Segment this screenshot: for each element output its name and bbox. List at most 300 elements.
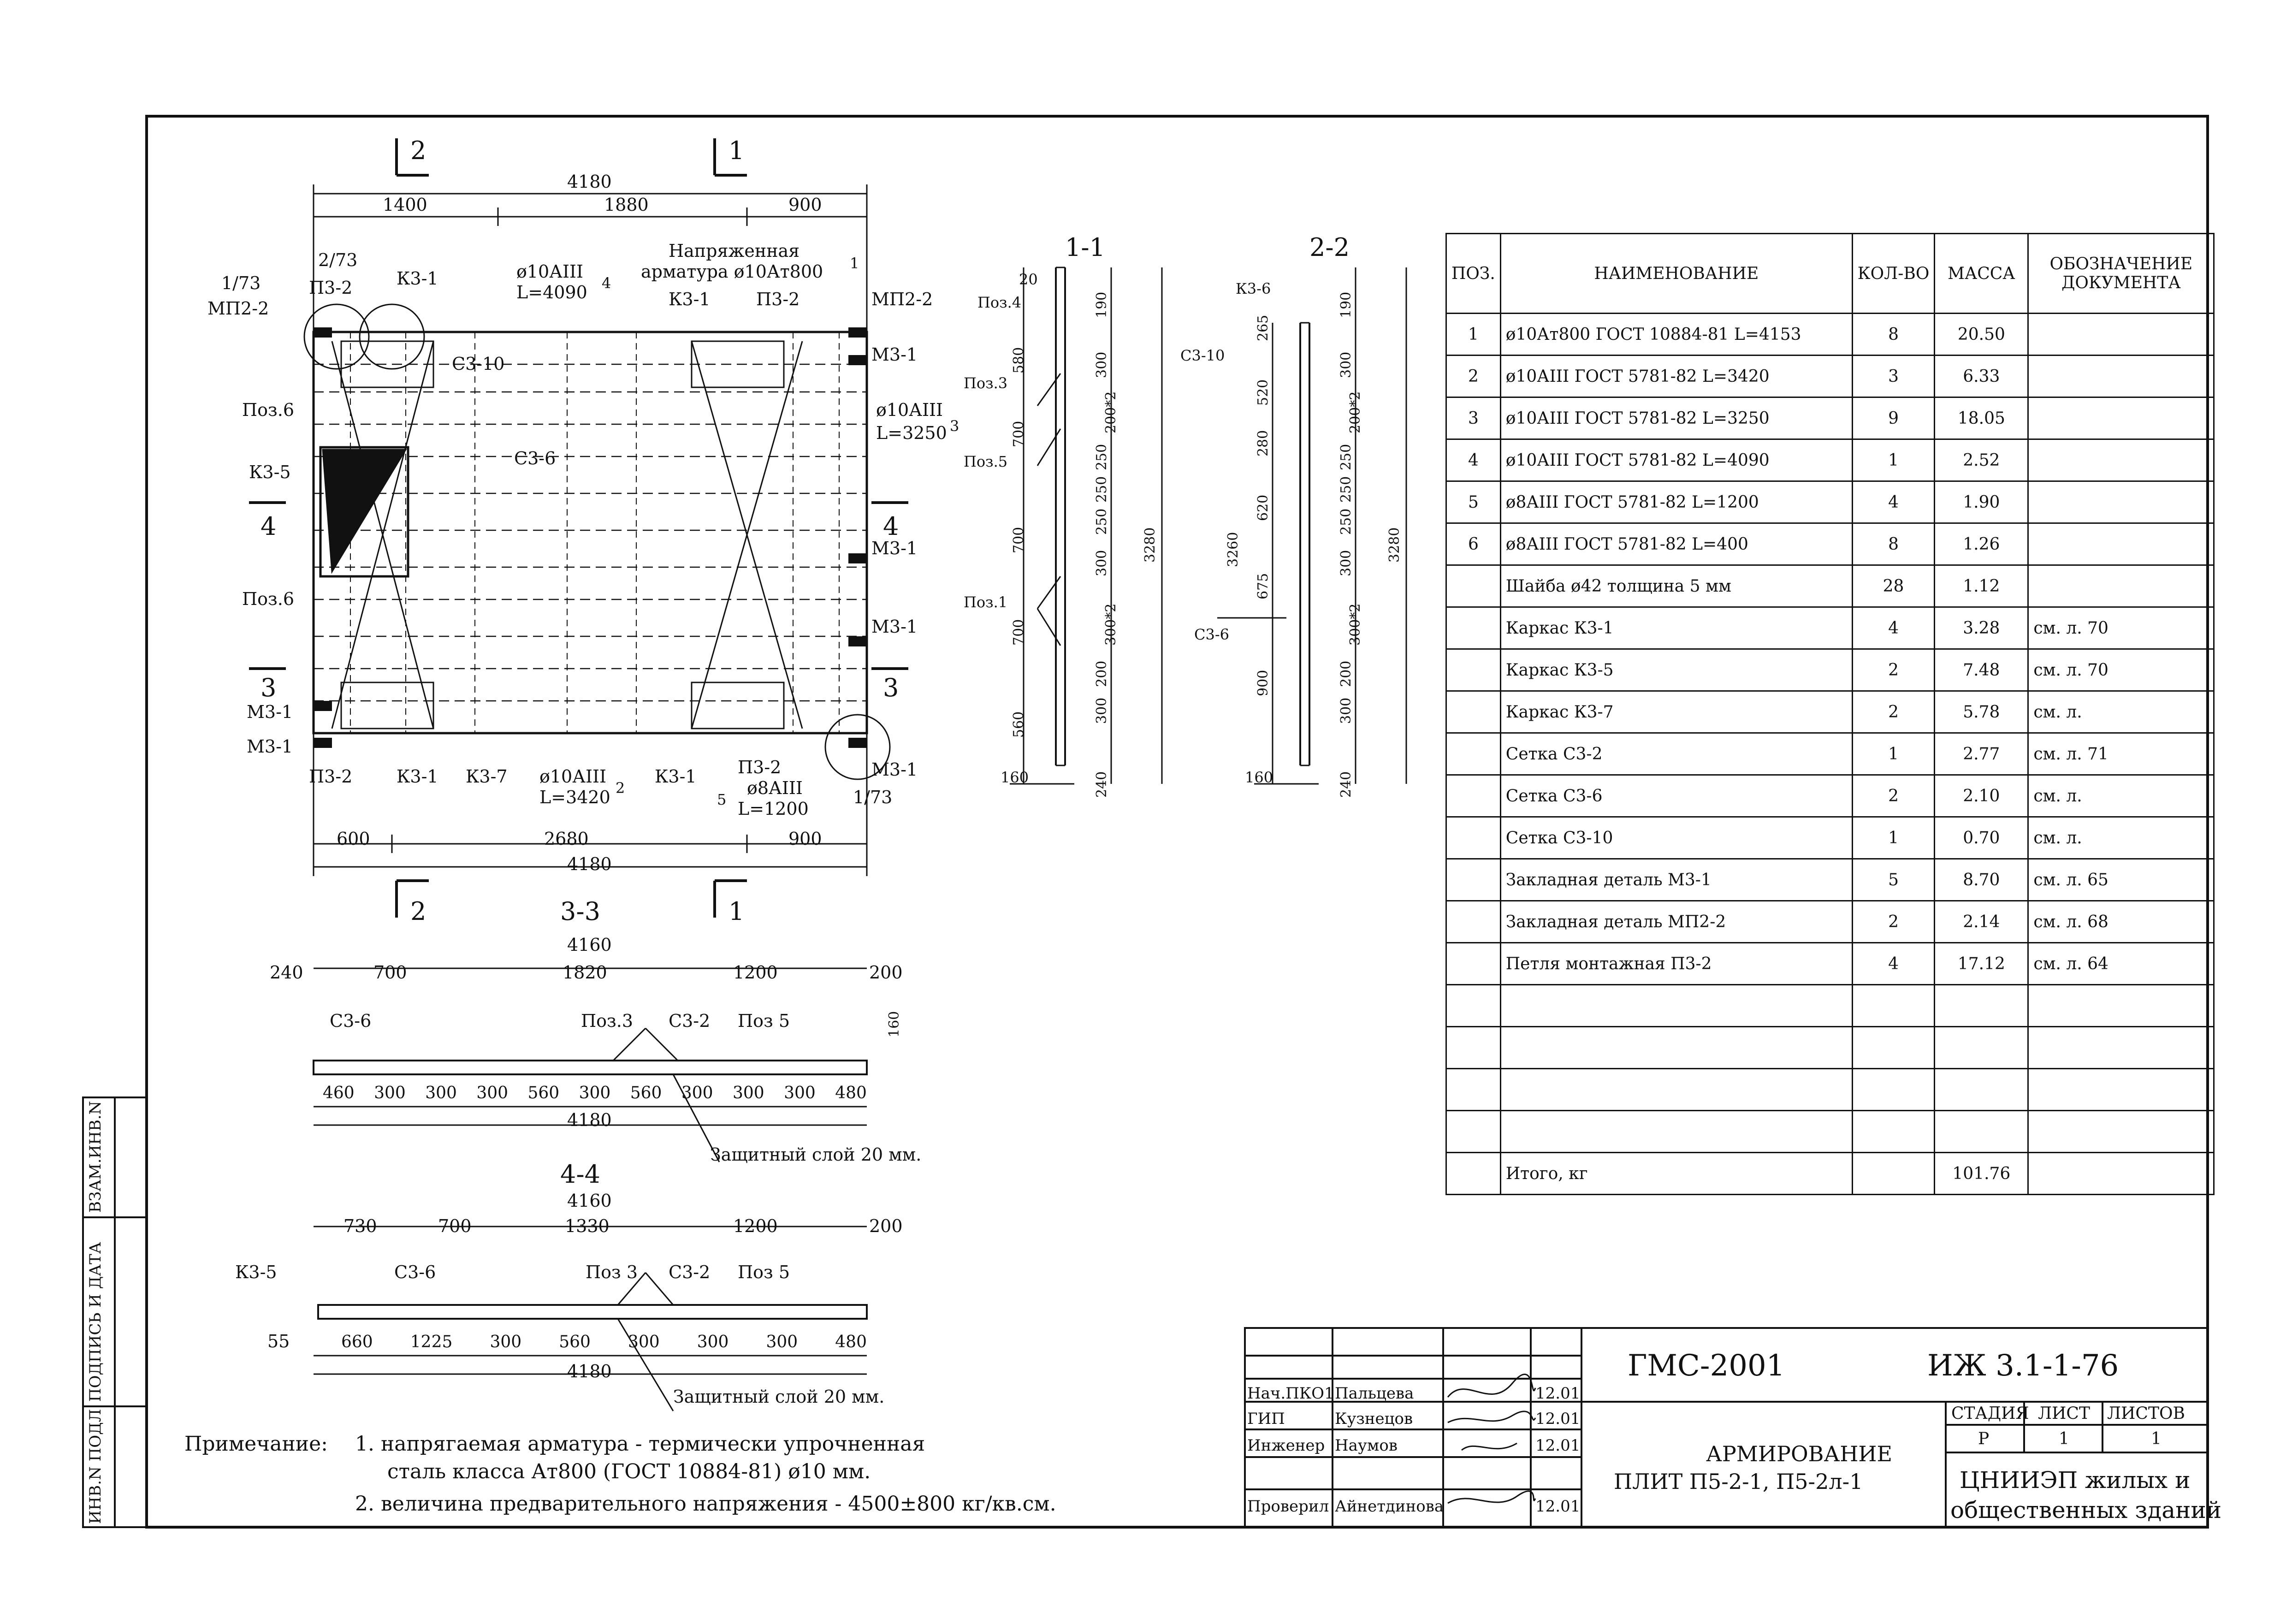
sec11-dim-r300b: 300 [1094, 550, 1110, 576]
label-section-mark-3-right: 3 [883, 673, 899, 702]
table-cell: Сетка С3-2 [1500, 733, 1852, 775]
table-cell [2028, 356, 2214, 397]
sec22-dim-r300c: 300 [1338, 697, 1354, 724]
table-cell [1935, 1027, 2028, 1069]
plan-bottom-dim-total: 4180 [567, 854, 612, 874]
tb-role-4: Проверил [1247, 1497, 1329, 1516]
table-cell: 2.77 [1935, 733, 2028, 775]
table-cell [1446, 859, 1501, 901]
sec11-dim-580: 580 [1011, 347, 1027, 373]
sec44-top-dim-700: 700 [438, 1216, 472, 1236]
table-cell: 1 [1446, 314, 1501, 356]
table-cell: Петля монтажная П3-2 [1500, 943, 1852, 985]
dim: 560 [559, 1333, 591, 1351]
dim: 300 [681, 1084, 713, 1102]
sec22-dim-r250b: 250 [1338, 476, 1354, 503]
table-cell [1446, 943, 1501, 985]
sec33-top-dim-200: 200 [869, 962, 903, 983]
sec11-dim-560: 560 [1011, 711, 1027, 738]
table-cell [1446, 1069, 1501, 1111]
table-cell: 1 [1852, 817, 1935, 859]
sec44-bottom-dims [341, 1333, 867, 1351]
sec44-top-dim-200: 200 [869, 1216, 903, 1236]
table-cell: 8 [1852, 523, 1935, 565]
table-cell [1935, 1069, 2028, 1111]
tb-doc-code: ИЖ 3.1-1-76 [1927, 1349, 2119, 1383]
plan-section-mark-1-top: 1 [728, 136, 745, 165]
sec11-dim-r250b: 250 [1094, 476, 1110, 503]
label-mp22-right: МП2-2 [871, 289, 933, 309]
label-p32-topleft: П3-2 [309, 278, 353, 298]
label-mp22-left: МП2-2 [207, 298, 269, 319]
label-pos5-num: 5 [717, 791, 727, 808]
sec22-label-c36: С3-6 [1194, 626, 1230, 643]
table-cell: 9 [1852, 397, 1935, 439]
label-c310: С3-10 [452, 354, 505, 374]
table-cell: 1 [1852, 439, 1935, 481]
table-cell: ø8АIII ГОСТ 5781-82 L=1200 [1500, 481, 1852, 523]
tb-sheets-header: ЛИСТОВ [2107, 1404, 2185, 1423]
sec22-dim-r300x2: 300*2 [1347, 603, 1363, 646]
table-cell: 17.12 [1935, 943, 2028, 985]
sec22-dim-900: 900 [1255, 670, 1271, 696]
sec22-dim-620: 620 [1255, 494, 1271, 521]
notes-line1b: сталь класса Ат800 (ГОСТ 10884-81) ø10 мм. [387, 1460, 871, 1483]
label-pos3-num: 3 [950, 417, 959, 435]
tb-role-2: ГИП [1247, 1410, 1285, 1428]
label-poz6-bottom: Поз.6 [242, 589, 294, 609]
sec44-cover: Защитный слой 20 мм. [673, 1387, 885, 1407]
specification-table [1445, 233, 2215, 1195]
table-cell: 4 [1852, 481, 1935, 523]
table-cell [1500, 1111, 1852, 1153]
section-2-2 [1217, 267, 1406, 784]
table-cell: Каркас К3-1 [1500, 607, 1852, 649]
table-cell [2028, 565, 2214, 607]
tb-sheet-header: ЛИСТ [2038, 1404, 2090, 1423]
table-cell: 4 [1852, 943, 1935, 985]
table-cell: см. л. 68 [2028, 901, 2214, 943]
notes-prefix: Примечание: [184, 1432, 328, 1456]
table-cell: см. л. 70 [2028, 607, 2214, 649]
plan-top-dim-total: 4180 [567, 172, 612, 192]
signatures [1448, 1374, 1535, 1503]
table-cell [2028, 481, 2214, 523]
label-pos2-num: 2 [616, 779, 625, 797]
tb-name-4: Айнетдинова [1335, 1497, 1444, 1516]
sec33-cover: Защитный слой 20 мм. [710, 1144, 922, 1165]
tb-org-line2: общественных зданий [1950, 1497, 2222, 1523]
table-cell: см. л. [2028, 775, 2214, 817]
table-row [1446, 607, 2214, 649]
plan-section-mark-1-bottom: 1 [728, 897, 745, 926]
spec-header-pos: ПОЗ. [1446, 234, 1501, 314]
table-cell [2028, 1027, 2214, 1069]
table-row [1446, 439, 2214, 481]
table-cell [1852, 1069, 1935, 1111]
margin-vzam: ВЗАМ.ИНВ.N [86, 1101, 105, 1213]
table-cell: 6 [1446, 523, 1501, 565]
dim: 560 [630, 1084, 662, 1102]
label-rebar2-line2: L=3420 [539, 787, 610, 807]
section-4-4-title: 4-4 [560, 1160, 600, 1189]
table-cell [1500, 1027, 1852, 1069]
label-prestressed-line1: Напряженная [669, 241, 800, 261]
sec33-label-c32: С3-2 [669, 1011, 711, 1031]
table-cell: Сетка С3-6 [1500, 775, 1852, 817]
sec33-bottom-total: 4180 [567, 1110, 612, 1130]
label-section-mark-4-right: 4 [883, 512, 899, 541]
sec33-label-poz5: Поз 5 [738, 1011, 790, 1031]
label-k31-topmid: К3-1 [669, 289, 711, 309]
plan-top-dim-1: 1400 [383, 195, 427, 215]
sec44-label-poz5: Поз 5 [738, 1262, 790, 1282]
sec22-dim-r300b: 300 [1338, 550, 1354, 576]
table-cell: 4 [1446, 439, 1501, 481]
sec44-label-c36: С3-6 [394, 1262, 436, 1282]
sec22-label-160: 160 [1245, 769, 1273, 786]
table-cell [1852, 985, 1935, 1027]
tb-title-line2: ПЛИТ П5-2-1, П5-2л-1 [1614, 1469, 1863, 1494]
table-row [1446, 523, 2214, 565]
table-cell: см. л. [2028, 817, 2214, 859]
table-cell [2028, 523, 2214, 565]
sec22-dim-280: 280 [1255, 430, 1271, 456]
sec11-label-160: 160 [1001, 769, 1029, 786]
plan-top-dim-2: 1880 [604, 195, 649, 215]
table-cell [1446, 775, 1501, 817]
label-p32-botleft: П3-2 [309, 766, 353, 787]
sec22-dim-520: 520 [1255, 379, 1271, 406]
section-2-2-title: 2-2 [1309, 233, 1350, 262]
table-row [1446, 985, 2214, 1027]
table-cell: 1.90 [1935, 481, 2028, 523]
table-cell: 5 [1446, 481, 1501, 523]
table-cell [1446, 691, 1501, 733]
sec22-dim-r240: 240 [1338, 771, 1354, 798]
dim: 300 [766, 1333, 798, 1351]
table-row [1446, 1027, 2214, 1069]
table-cell: ø10АIII ГОСТ 5781-82 L=3250 [1500, 397, 1852, 439]
plan-bottom-dim-3: 900 [788, 829, 822, 849]
table-cell [2028, 439, 2214, 481]
table-row [1446, 565, 2214, 607]
sec22-label-c310: С3-10 [1180, 347, 1225, 364]
table-cell: Каркас К3-5 [1500, 649, 1852, 691]
tb-date-1: 12.01 [1535, 1384, 1581, 1403]
table-cell: 1.12 [1935, 565, 2028, 607]
table-cell: 2.10 [1935, 775, 2028, 817]
sec11-label-poz3: Поз.3 [964, 374, 1008, 392]
table-cell [1446, 733, 1501, 775]
tb-name-3: Наумов [1335, 1436, 1398, 1455]
dim: 300 [784, 1084, 816, 1102]
table-cell: см. л. 70 [2028, 649, 2214, 691]
dim: 300 [425, 1084, 457, 1102]
table-cell: 18.05 [1935, 397, 2028, 439]
dim: 660 [341, 1333, 373, 1351]
sec22-label-k36: К3-6 [1236, 280, 1271, 297]
table-cell: 20.50 [1935, 314, 2028, 356]
plan-top-dim-3: 900 [788, 195, 822, 215]
sec44-top-dim-1330: 1330 [565, 1216, 610, 1236]
dim: 300 [490, 1333, 522, 1351]
sec33-top-dim-700: 700 [373, 962, 407, 983]
sec11-label-20: 20 [1019, 271, 1038, 288]
spec-header-name: НАИМЕНОВАНИЕ [1500, 234, 1852, 314]
dim: 300 [579, 1084, 611, 1102]
label-m31-right-2: М3-1 [871, 538, 918, 558]
table-cell: Каркас К3-7 [1500, 691, 1852, 733]
table-cell: Закладная деталь МП2-2 [1500, 901, 1852, 943]
table-cell: см. л. [2028, 691, 2214, 733]
table-cell: см. л. 71 [2028, 733, 2214, 775]
plan-section-mark-2-bottom: 2 [410, 897, 426, 926]
table-cell: 2 [1852, 691, 1935, 733]
dim: 480 [835, 1333, 867, 1351]
section-1-1 [1010, 267, 1162, 784]
label-m31-right-1: М3-1 [871, 344, 918, 365]
spec-header-qty: КОЛ-ВО [1852, 234, 1935, 314]
table-cell: 5 [1852, 859, 1935, 901]
sec44-label-c32: С3-2 [669, 1262, 711, 1282]
label-k31-topleft: К3-1 [397, 268, 438, 289]
table-cell: Закладная деталь М3-1 [1500, 859, 1852, 901]
label-poz6-top: Поз.6 [242, 400, 294, 420]
sec44-top-total: 4160 [567, 1191, 612, 1211]
label-pos1-num: 1 [850, 255, 859, 272]
sec22-dim-265: 265 [1255, 314, 1271, 341]
label-rebar5-line2: L=1200 [738, 799, 809, 819]
table-cell [1446, 1111, 1501, 1153]
notes-line2: 2. величина предварительного напряжения - 4500±800 кг/кв.см. [355, 1492, 1056, 1516]
table-cell [2028, 1111, 2214, 1153]
table-cell [1852, 1111, 1935, 1153]
sec11-dim-r250c: 250 [1094, 508, 1110, 535]
tb-org-code: ГМС-2001 [1628, 1349, 1785, 1383]
table-row [1446, 356, 2214, 397]
table-cell: ø10Ат800 ГОСТ 10884-81 L=4153 [1500, 314, 1852, 356]
table-cell: 4 [1852, 607, 1935, 649]
label-rebar2-line1: ø10АIII [539, 766, 607, 787]
sec22-dim-r190: 190 [1338, 291, 1354, 318]
dim: 300 [476, 1084, 509, 1102]
table-cell: 2 [1852, 901, 1935, 943]
label-m31-right-4: М3-1 [871, 759, 918, 780]
sec33-height: 160 [886, 1011, 902, 1037]
table-cell [1852, 1027, 1935, 1069]
tb-sheet: 1 [2059, 1429, 2069, 1448]
sec11-dim-r190: 190 [1094, 291, 1110, 318]
sec11-dim-r300a: 300 [1094, 351, 1110, 378]
table-row [1446, 901, 2214, 943]
table-cell [1446, 607, 1501, 649]
label-n273: 2/73 [318, 250, 358, 270]
notes-line1: 1. напрягаемая арматура - термически упрочненная [355, 1432, 925, 1456]
table-row [1446, 1069, 2214, 1111]
table-cell [2028, 1153, 2214, 1195]
label-k37: К3-7 [466, 766, 508, 787]
table-row [1446, 481, 2214, 523]
table-cell [1446, 649, 1501, 691]
sec33-label-c36: С3-6 [330, 1011, 372, 1031]
table-row [1446, 733, 2214, 775]
table-cell: 28 [1852, 565, 1935, 607]
label-m31-left-1: М3-1 [247, 702, 293, 722]
table-cell: Шайба ø42 толщина 5 мм [1500, 565, 1852, 607]
sec11-dim-700c: 700 [1011, 619, 1027, 646]
label-m31-left-2: М3-1 [247, 736, 293, 757]
sec22-dim-r250a: 250 [1338, 444, 1354, 470]
table-cell: 6.33 [1935, 356, 2028, 397]
table-cell [2028, 397, 2214, 439]
sec22-dim-side: 3260 [1225, 532, 1241, 567]
table-cell [2028, 985, 2214, 1027]
table-row [1446, 943, 2214, 985]
spec-body [1446, 314, 2214, 1195]
table-cell [1935, 1111, 2028, 1153]
label-prestressed-line2: арматура ø10Ат800 [641, 261, 823, 282]
label-p32-botmid: П3-2 [738, 757, 782, 777]
sec22-dim-r200x2: 200*2 [1347, 391, 1363, 433]
sec33-label-poz3: Поз.3 [581, 1011, 633, 1031]
section-4-4 [314, 1227, 867, 1411]
table-row [1446, 859, 2214, 901]
sec22-dim-675: 675 [1255, 573, 1271, 599]
table-cell: 7.48 [1935, 649, 2028, 691]
sec11-dim-overall: 3280 [1142, 527, 1158, 563]
sec11-dim-700b: 700 [1011, 527, 1027, 553]
table-row [1446, 775, 2214, 817]
label-k35: К3-5 [249, 462, 291, 482]
sec11-dim-r240: 240 [1094, 771, 1110, 798]
table-row [1446, 649, 2214, 691]
label-c36: С3-6 [514, 448, 556, 468]
table-row [1446, 397, 2214, 439]
label-rebar3-line1: ø10АIII [876, 400, 943, 420]
sec44-label-k35: К3-5 [235, 1262, 277, 1282]
table-cell [1446, 565, 1501, 607]
table-cell [1446, 901, 1501, 943]
tb-sheets: 1 [2151, 1429, 2162, 1448]
sec11-label-poz4: Поз.4 [977, 294, 1022, 311]
plan-section-mark-2-top: 2 [410, 136, 426, 165]
dim: 480 [835, 1084, 867, 1102]
plan-bottom-dim-2: 2680 [544, 829, 589, 849]
table-cell: 8 [1852, 314, 1935, 356]
sec33-top-dim-240: 240 [270, 962, 303, 983]
sec11-label-poz1: Поз.1 [964, 593, 1008, 611]
plan-bottom-dim-1: 600 [337, 829, 370, 849]
tb-title-line1: АРМИРОВАНИЕ [1706, 1441, 1893, 1466]
sec11-dim-r200: 200 [1094, 660, 1110, 687]
tb-date-3: 12.01 [1535, 1436, 1581, 1455]
spec-header-row [1446, 234, 2214, 314]
tb-stage: Р [1978, 1429, 1990, 1448]
table-cell [1852, 1153, 1935, 1195]
table-cell: 2.14 [1935, 901, 2028, 943]
tb-stage-header: СТАДИЯ [1951, 1404, 2029, 1423]
tb-date-4: 12.01 [1535, 1497, 1581, 1516]
sec44-top-dim-1200: 1200 [733, 1216, 778, 1236]
table-cell [1446, 1027, 1501, 1069]
table-cell [1446, 985, 1501, 1027]
table-cell: см. л. 64 [2028, 943, 2214, 985]
sec44-top-dim-730: 730 [344, 1216, 377, 1236]
sec11-dim-r200x2: 200*2 [1103, 391, 1119, 433]
table-cell: 101.76 [1935, 1153, 2028, 1195]
label-rebar4-line2: L=4090 [516, 282, 587, 302]
table-cell [1500, 1069, 1852, 1111]
dim: 560 [527, 1084, 560, 1102]
dim: 300 [374, 1084, 406, 1102]
table-row [1446, 1153, 2214, 1195]
table-row [1446, 1111, 2214, 1153]
table-cell: см. л. 65 [2028, 859, 2214, 901]
table-cell [1446, 1153, 1501, 1195]
table-cell: 2 [1852, 775, 1935, 817]
table-cell: 3 [1852, 356, 1935, 397]
table-cell: ø10АIII ГОСТ 5781-82 L=3420 [1500, 356, 1852, 397]
table-cell: 3 [1446, 397, 1501, 439]
table-cell [2028, 314, 2214, 356]
table-cell [1500, 985, 1852, 1027]
dim: 300 [628, 1333, 660, 1351]
sec11-dim-r250a: 250 [1094, 444, 1110, 470]
sec33-bottom-dims [323, 1084, 867, 1102]
dim: 300 [697, 1333, 729, 1351]
table-cell: Сетка С3-10 [1500, 817, 1852, 859]
tb-role-1: Нач.ПКО1 [1247, 1384, 1334, 1403]
label-n173-top: 1/73 [221, 273, 261, 293]
table-cell: 2.52 [1935, 439, 2028, 481]
label-rebar4-line1: ø10АIII [516, 261, 584, 282]
table-row [1446, 314, 2214, 356]
label-p32-topmid: П3-2 [756, 289, 800, 309]
sec22-dim-r200: 200 [1338, 660, 1354, 687]
sec33-top-dim-1820: 1820 [563, 962, 607, 983]
sec44-left-dim: 55 [267, 1331, 290, 1351]
sec22-dim-r300a: 300 [1338, 351, 1354, 378]
sec11-dim-700a: 700 [1011, 421, 1027, 447]
sec22-dim-r250c: 250 [1338, 508, 1354, 535]
table-cell [2028, 1069, 2214, 1111]
section-1-1-title: 1-1 [1065, 233, 1105, 262]
label-section-mark-3-left: 3 [261, 673, 277, 702]
table-cell: 2 [1852, 649, 1935, 691]
sec44-label-poz3: Поз 3 [586, 1262, 638, 1282]
sec33-top-dim-1200: 1200 [733, 962, 778, 983]
spec-header-doc: ОБОЗНАЧЕНИЕ ДОКУМЕНТА [2028, 234, 2214, 314]
table-cell: 0.70 [1935, 817, 2028, 859]
table-cell: 3.28 [1935, 607, 2028, 649]
section-3-3 [314, 968, 867, 1162]
dim: 460 [323, 1084, 355, 1102]
tb-name-2: Кузнецов [1335, 1410, 1413, 1428]
label-rebar3-line2: L=3250 [876, 423, 947, 443]
label-n173-bottom: 1/73 [853, 787, 893, 807]
tb-date-2: 12.01 [1535, 1410, 1581, 1428]
label-k31-botleft: К3-1 [397, 766, 438, 787]
table-cell: 2 [1446, 356, 1501, 397]
table-cell: ø10АIII ГОСТ 5781-82 L=4090 [1500, 439, 1852, 481]
sec11-label-poz5: Поз.5 [964, 453, 1008, 470]
table-cell [1935, 985, 2028, 1027]
margin-inv-podl: ИНВ.N ПОДЛ [86, 1409, 105, 1524]
sec11-dim-r300x2: 300*2 [1103, 603, 1119, 646]
tb-role-3: Инженер [1247, 1436, 1325, 1455]
sec11-dim-r300c: 300 [1094, 697, 1110, 724]
